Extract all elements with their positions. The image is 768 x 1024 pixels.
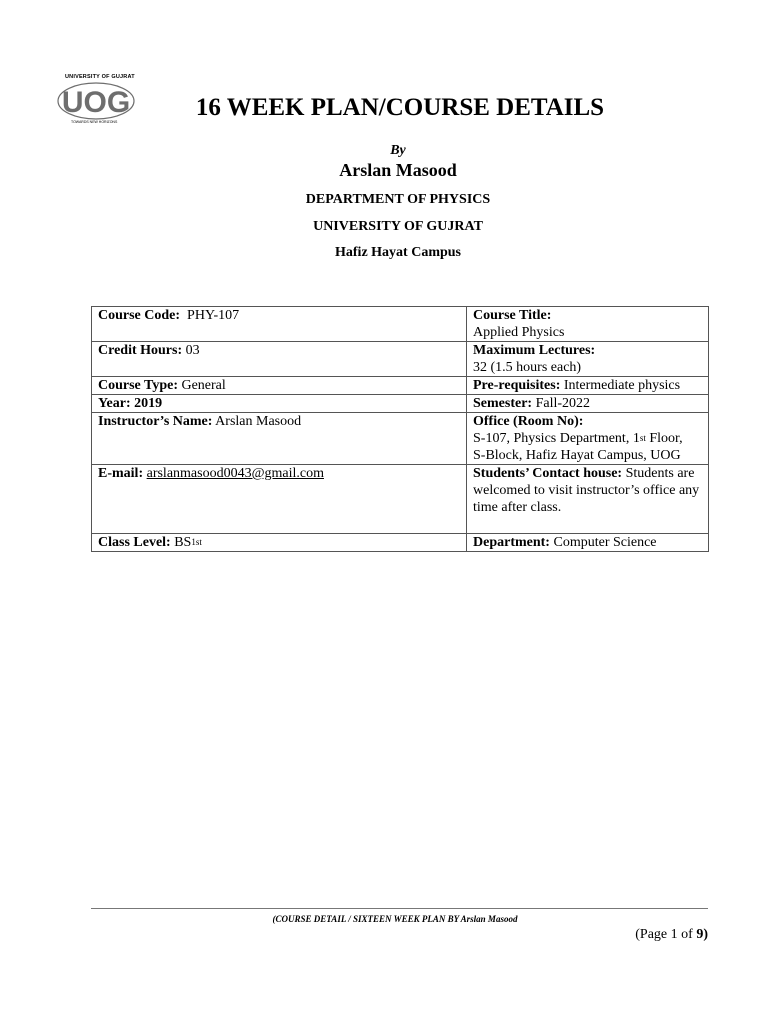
office-line2: S-Block, Hafiz Hayat Campus, UOG: [473, 448, 681, 463]
department-value: Computer Science: [553, 535, 657, 550]
by-label: By: [390, 143, 406, 158]
university-heading: UNIVERSITY OF GUJRAT: [313, 219, 483, 234]
course-code-label: Course Code:: [98, 308, 181, 323]
email-label: E-mail:: [98, 466, 144, 481]
logo-letters: UOG: [61, 86, 131, 119]
logo-top-text: UNIVERSITY OF GUJRAT: [65, 74, 135, 80]
max-lectures-value: 32 (1.5 hours each): [473, 360, 582, 375]
instructor-label: Instructor’s Name:: [98, 414, 213, 429]
office-line1-b: Floor,: [649, 431, 683, 446]
contact-hours-value: Students are welcomed to visit instructor’s office any time after class.: [473, 466, 700, 515]
table-row: [92, 307, 709, 342]
logo-bottom-text: TOWARDS NEW HORIZONS: [71, 120, 118, 124]
course-details-table: [91, 306, 709, 552]
table-row: [92, 377, 709, 395]
semester-cell: [467, 395, 709, 413]
semester-value: Fall-2022: [535, 396, 591, 411]
credit-hours-value: 03: [185, 343, 200, 358]
page-prefix: (Page: [635, 927, 668, 942]
class-level-cell: [92, 534, 467, 552]
course-code-value: PHY-107: [187, 308, 240, 323]
contact-hours-cell: [467, 465, 709, 534]
instructor-value: Arslan Masood: [215, 414, 302, 429]
year-cell: [92, 395, 467, 413]
office-cell: [467, 413, 709, 465]
class-level-label: Class Level:: [98, 535, 171, 550]
prerequisites-label: Pre-requisites:: [473, 378, 561, 393]
table-row: [92, 342, 709, 377]
department-label: Department:: [473, 535, 550, 550]
semester-label: Semester:: [473, 396, 533, 411]
credit-hours-label: Credit Hours:: [98, 343, 183, 358]
course-type-cell: [92, 377, 467, 395]
footer-running-title: (COURSE DETAIL / SIXTEEN WEEK PLAN BY Arslan Masood: [272, 914, 518, 924]
year-label: Year: 2019: [98, 396, 163, 411]
table-row: [92, 413, 709, 465]
email-cell: [92, 465, 467, 534]
course-type-value: General: [181, 378, 226, 393]
page-number: [635, 927, 708, 943]
department-heading: DEPARTMENT OF PHYSICS: [305, 192, 491, 207]
course-title-label: Course Title:: [473, 308, 552, 323]
table-row: [92, 395, 709, 413]
office-floor-suffix: st: [639, 433, 646, 443]
max-lectures-cell: [467, 342, 709, 377]
footer-divider: [91, 908, 708, 909]
page-current: 1: [670, 927, 678, 942]
page-total: 9): [696, 927, 708, 942]
course-title-value: Applied Physics: [473, 325, 565, 340]
department-cell: [467, 534, 709, 552]
table-row: [92, 465, 709, 534]
instructor-cell: [92, 413, 467, 465]
page-of: of: [681, 927, 693, 942]
office-line1-a: S-107, Physics Department, 1: [473, 431, 640, 446]
email-link[interactable]: arslanmasood0043@gmail.com: [146, 466, 324, 481]
prerequisites-value: Intermediate physics: [563, 378, 681, 393]
credit-hours-cell: [92, 342, 467, 377]
page-title: 16 WEEK PLAN/COURSE DETAILS: [195, 94, 605, 121]
course-title-cell: [467, 307, 709, 342]
contact-hours-label: Students’ Contact house:: [473, 466, 623, 481]
prerequisites-cell: [467, 377, 709, 395]
course-code-cell: [92, 307, 467, 342]
max-lectures-label: Maximum Lectures:: [473, 343, 596, 358]
class-level-sub: 1st: [191, 537, 202, 547]
author-name: Arslan Masood: [339, 160, 457, 180]
class-level-value: BS: [174, 535, 192, 550]
table-row: [92, 534, 709, 552]
campus-heading: Hafiz Hayat Campus: [335, 245, 461, 260]
office-label: Office (Room No):: [473, 414, 584, 429]
course-type-label: Course Type:: [98, 378, 178, 393]
